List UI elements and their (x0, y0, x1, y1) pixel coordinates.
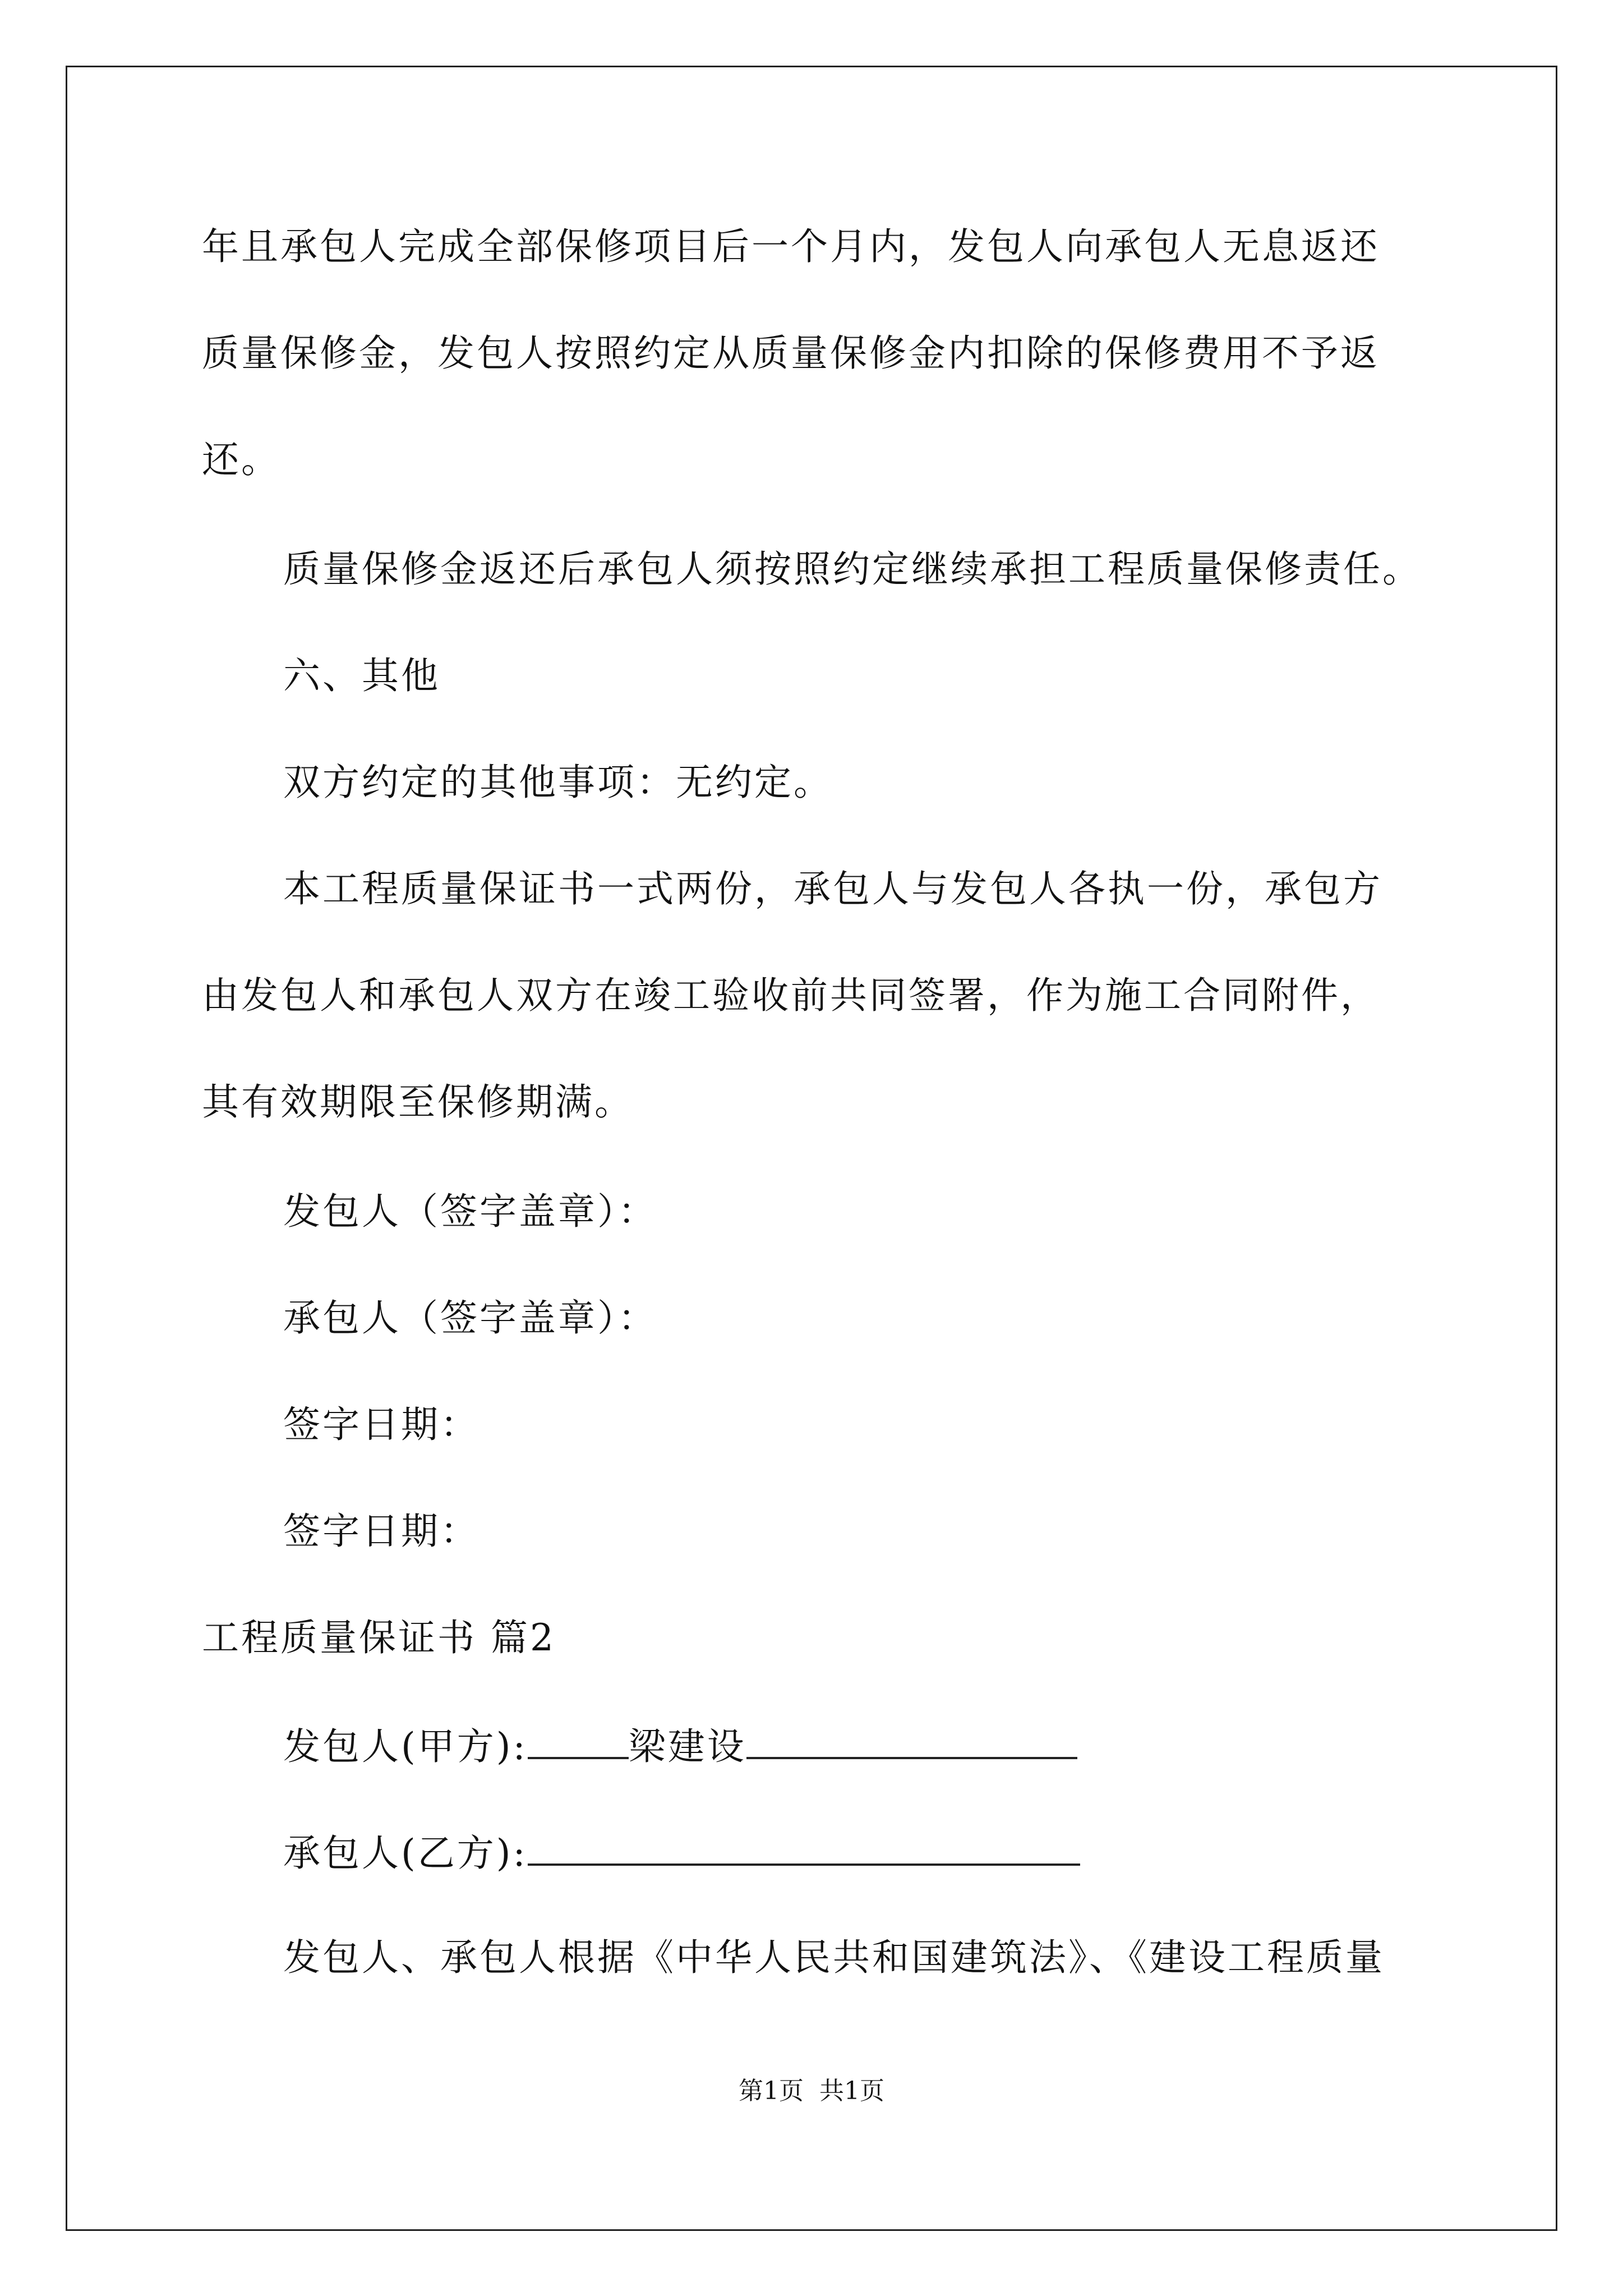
paragraph-line: 双方约定的其他事项：无约定。 (283, 761, 833, 804)
paragraph-line: 还。 (202, 438, 280, 481)
paragraph-line: 本工程质量保证书一式两份，承包人与发包人各执一份，承包方 (283, 867, 1382, 910)
page-border (66, 66, 1557, 2231)
party-a-blank-pre (528, 1722, 629, 1759)
signature-date-label: 签字日期： (283, 1510, 479, 1553)
signature-date-label: 签字日期： (283, 1403, 479, 1446)
paragraph-line: 发包人、承包人根据《中华人民共和国建筑法》、《建设工程质量 (283, 1936, 1385, 1979)
party-a-blank-post (746, 1722, 1077, 1759)
party-a-row (283, 1722, 1077, 1769)
party-b-label: 承包人(乙方): (283, 1832, 528, 1875)
page-number-total: 共1页 (819, 2077, 884, 2105)
signature-contractor-label: 承包人（签字盖章）： (283, 1296, 657, 1340)
paragraph-line: 其有效期限至保修期满。 (202, 1080, 634, 1124)
section-heading: 六、其他 (283, 654, 440, 697)
paragraph-line: 由发包人和承包人双方在竣工验收前共同签署，作为施工合同附件， (202, 974, 1380, 1017)
signature-employer-label: 发包人（签字盖章）： (283, 1190, 657, 1233)
paragraph-line: 年且承包人完成全部保修项目后一个月内，发包人向承包人无息返还 (202, 225, 1380, 268)
section-title: 工程质量保证书 篇2 (202, 1616, 556, 1659)
party-b-blank (528, 1829, 1080, 1866)
paragraph-line: 质量保修金返还后承包人须按照约定继续承担工程质量保修责任。 (283, 547, 1422, 591)
party-a-value: 梁建设 (628, 1725, 746, 1768)
page-number-current: 第1页 (739, 2077, 804, 2105)
paragraph-line: 质量保修金，发包人按照约定从质量保修金内扣除的保修费用不予返 (202, 332, 1380, 375)
page-footer (0, 2076, 1623, 2107)
party-a-label: 发包人(甲方): (283, 1725, 528, 1768)
party-b-row (283, 1829, 1080, 1876)
